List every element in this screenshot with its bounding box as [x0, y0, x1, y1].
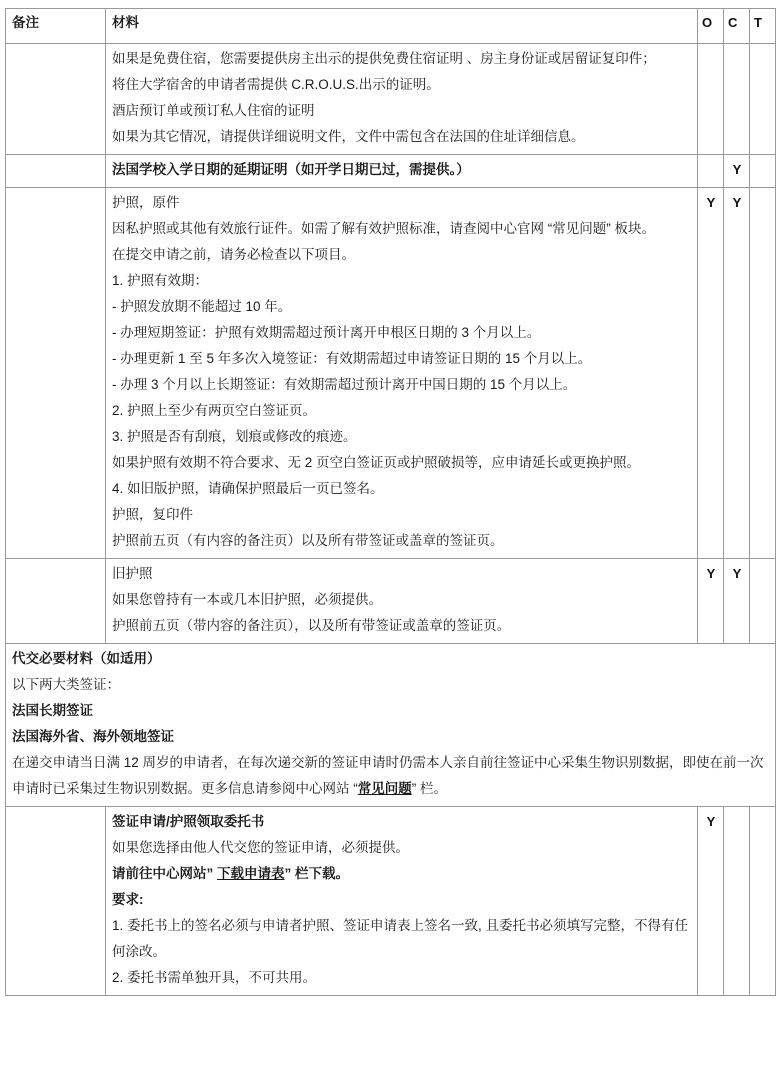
row-material — [106, 155, 698, 188]
requirements-table — [5, 8, 776, 996]
download-suffix: ” 栏下载。 — [284, 866, 350, 881]
flag-o: Y — [698, 559, 724, 644]
material-line: 将住大学宿舍的申请者需提供 C.R.O.U.S.出示的证明。 — [112, 77, 440, 92]
proxy-section-row — [6, 644, 776, 807]
flag-c — [724, 44, 750, 155]
row-remark — [6, 188, 106, 559]
requirements-label: 要求: — [112, 892, 144, 907]
row-material — [106, 807, 698, 996]
proxy-section-line: 法国长期签证 — [12, 703, 93, 718]
proxy-section — [6, 644, 776, 807]
material-line: 3. 护照是否有刮痕，划痕或修改的痕迹。 — [112, 429, 357, 444]
download-prefix: 请前往中心网站” — [112, 866, 218, 881]
table-header-row — [6, 9, 776, 44]
faq-link[interactable]: 常见问题 — [357, 781, 412, 796]
table-row — [6, 559, 776, 644]
proxy-section-line: 法国海外省、海外领地签证 — [12, 729, 174, 744]
flag-c: Y — [724, 155, 750, 188]
material-line: 因私护照或其他有效旅行证件。如需了解有效护照标准，请查阅中心官网 “常见问题” 板块。 — [112, 221, 655, 236]
flag-c: Y — [724, 188, 750, 559]
flag-o: Y — [698, 807, 724, 996]
table-row — [6, 155, 776, 188]
row-material — [106, 188, 698, 559]
material-line: 旧护照 — [112, 566, 153, 581]
material-line: 2. 护照上至少有两页空白签证页。 — [112, 403, 317, 418]
proxy-section-line: 以下两大类签证： — [12, 677, 120, 692]
row-material — [106, 44, 698, 155]
flag-t — [750, 188, 776, 559]
requirement-item: 2. 委托书需单独开具，不可共用。 — [112, 970, 317, 985]
row-remark — [6, 44, 106, 155]
material-line: - 办理更新 1 至 5 年多次入境签证：有效期需超过申请签证日期的 15 个月以上。 — [112, 351, 592, 366]
material-line: 如果您选择由他人代交您的签证申请，必须提供。 — [112, 840, 409, 855]
biometrics-note-prefix: 在递交申请当日满 12 周岁的申请者，在每次递交新的签证申请时仍需本人亲自前往签证中心采集生物识别数据，即使在前一次申请时已采集过生物识别数据。更多信息请参阅中心网站 “ — [12, 755, 764, 796]
proxy-section-title: 代交必要材料（如适用） — [12, 651, 161, 666]
column-header-remark: 备注 — [6, 9, 106, 44]
column-header-t: T — [750, 9, 776, 44]
column-header-c: C — [724, 9, 750, 44]
column-header-o: O — [698, 9, 724, 44]
material-line: 酒店预订单或预订私人住宿的证明 — [112, 103, 315, 118]
material-line: 如果是免费住宿，您需要提供房主出示的提供免费住宿证明 、房主身份证或居留证复印件； — [112, 51, 656, 66]
material-line: 法国学校入学日期的延期证明（如开学日期已过，需提供。） — [112, 162, 470, 177]
material-line: 护照前五页（带内容的备注页），以及所有带签证或盖章的签证页。 — [112, 618, 511, 633]
material-line: 护照，复印件 — [112, 507, 193, 522]
download-form-link[interactable]: 下载申请表 — [217, 866, 285, 881]
row-material — [106, 559, 698, 644]
flag-c: Y — [724, 559, 750, 644]
table-row — [6, 44, 776, 155]
flag-t — [750, 155, 776, 188]
material-line: 护照前五页（有内容的备注页）以及所有带签证或盖章的签证页。 — [112, 533, 504, 548]
column-header-material: 材料 — [106, 9, 698, 44]
material-line: - 办理短期签证：护照有效期需超过预计离开申根区日期的 3 个月以上。 — [112, 325, 541, 340]
material-line: 如果您曾持有一本或几本旧护照，必须提供。 — [112, 592, 382, 607]
biometrics-note-suffix: ” 栏。 — [411, 781, 447, 796]
flag-c — [724, 807, 750, 996]
material-line: 如果为其它情况，请提供详细说明文件，文件中需包含在法国的住址详细信息。 — [112, 129, 585, 144]
flag-t — [750, 807, 776, 996]
material-line: 4. 如旧版护照，请确保护照最后一页已签名。 — [112, 481, 384, 496]
material-line-download — [112, 861, 692, 887]
table-row — [6, 807, 776, 996]
material-line-title: 签证申请/护照领取委托书 — [112, 814, 265, 829]
flag-o — [698, 155, 724, 188]
row-remark — [6, 155, 106, 188]
material-line: 如果护照有效期不符合要求、无 2 页空白签证页或护照破损等，应申请延长或更换护照。 — [112, 455, 641, 470]
table-row — [6, 188, 776, 559]
flag-t — [750, 44, 776, 155]
material-line: 1. 护照有效期： — [112, 273, 209, 288]
flag-o — [698, 44, 724, 155]
flag-o: Y — [698, 188, 724, 559]
biometrics-note — [12, 750, 770, 802]
material-line: 在提交申请之前，请务必检查以下项目。 — [112, 247, 355, 262]
row-remark — [6, 807, 106, 996]
material-line: 护照，原件 — [112, 195, 180, 210]
row-remark — [6, 559, 106, 644]
material-line: - 办理 3 个月以上长期签证：有效期需超过预计离开中国日期的 15 个月以上。 — [112, 377, 577, 392]
requirement-item: 1. 委托书上的签名必须与申请者护照、签证申请表上签名一致, 且委托书必须填写完整，不得有任何涂改。 — [112, 918, 689, 959]
flag-t — [750, 559, 776, 644]
material-line: - 护照发放期不能超过 10 年。 — [112, 299, 292, 314]
